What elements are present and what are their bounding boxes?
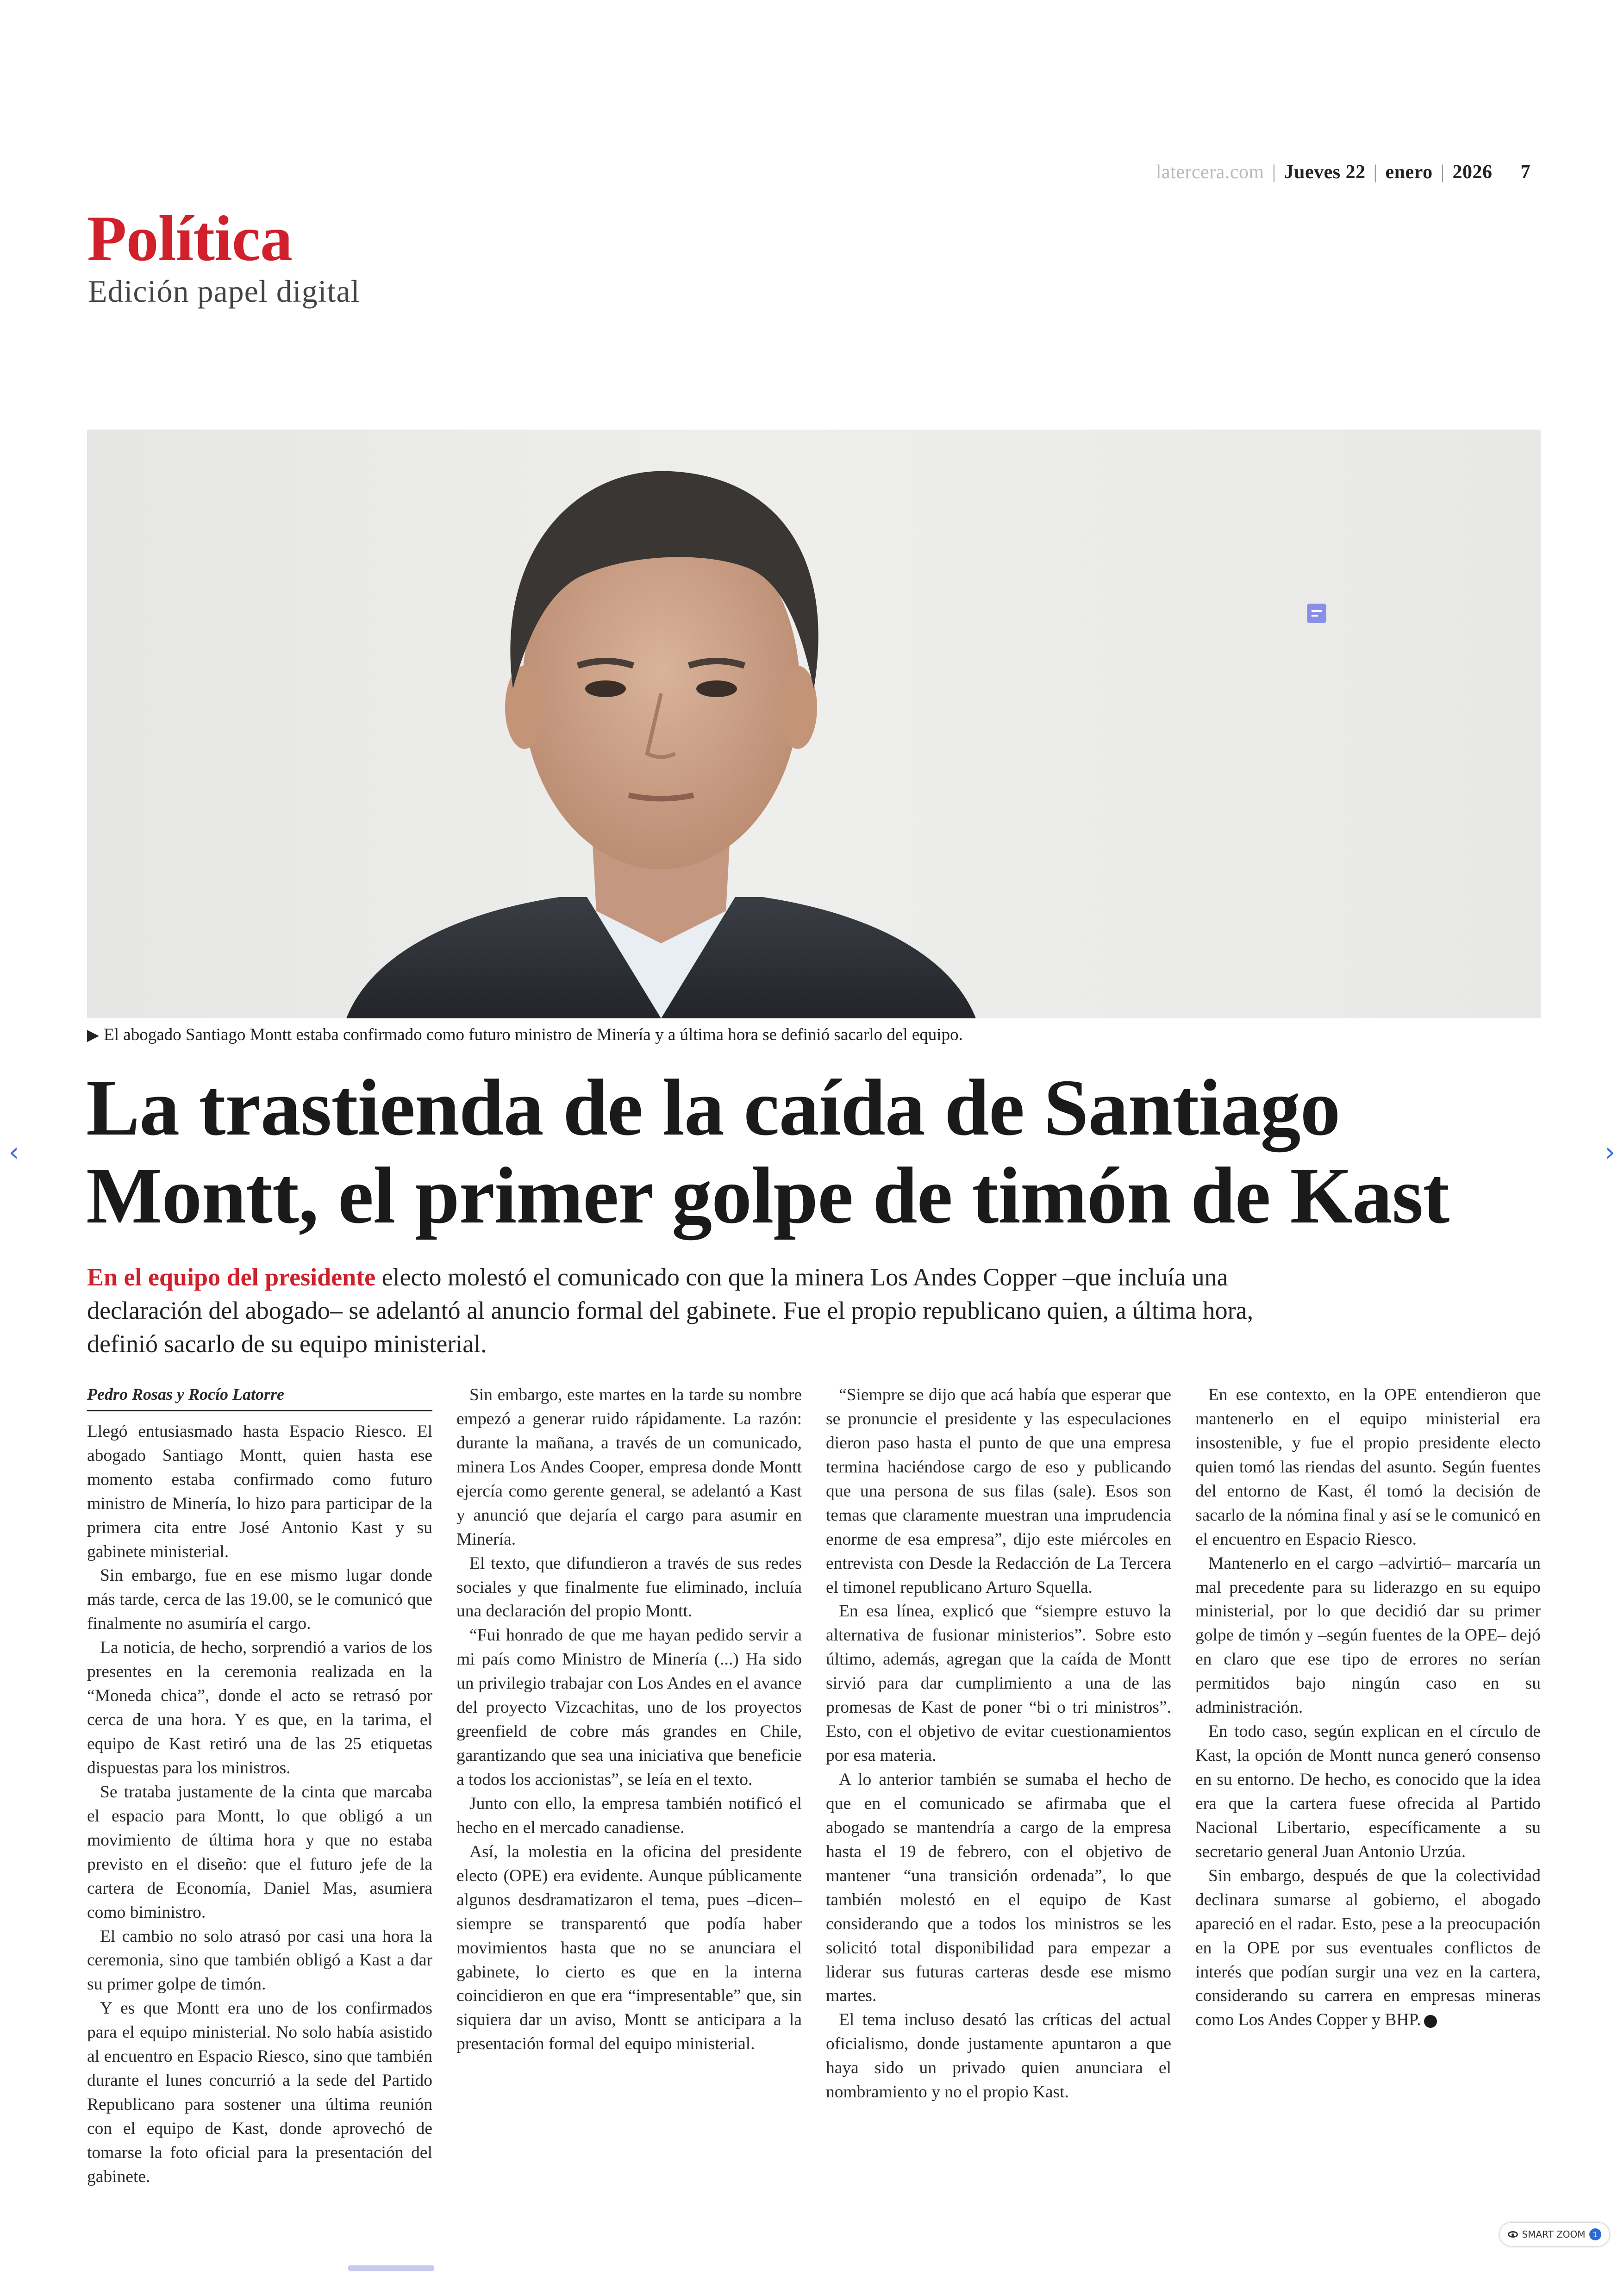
paragraph: Mantenerlo en el cargo –advirtió– marcaría un mal precedente para su liderazgo en su equipo ministerial, por lo que decidió dar su primer golpe de timón y –según fuentes de la OPE– dejó en claro que ese tipo de errores no serían permitidos bajo ningún caso en su administración. bbox=[1195, 1553, 1541, 1717]
paragraph bbox=[1195, 1864, 1541, 2033]
paragraph-text: Sin embargo, después de que la colectividad declinara sumarse al gobierno, el abogado apareció en el radar. Esto, pese a la preocupación en la OPE por sus eventuales conflictos de interés que podían surgir una vez en la cartera, considerando su carrera en empresas mineras como Los Andes Copper y BHP. bbox=[1195, 1866, 1541, 2030]
article-lead bbox=[87, 1261, 1254, 1360]
section-subtitle: Edición papel digital bbox=[88, 274, 360, 309]
photo-caption bbox=[87, 1025, 963, 1045]
separator: | bbox=[1373, 162, 1378, 183]
lead-highlight: En el equipo del presidente bbox=[87, 1263, 376, 1291]
separator: | bbox=[1272, 162, 1276, 183]
paragraph: Llegó entusiasmado hasta Espacio Riesco. El abogado Santiago Montt, quien hasta ese momento estaba confirmado como futuro ministro de Minería, lo hizo para participar de la primera cita entre José Antonio Kast y su gabinete ministerial. bbox=[87, 1422, 432, 1561]
page-progress-bar bbox=[348, 2265, 434, 2271]
paragraph: En ese contexto, en la OPE entendieron que mantenerlo en el equipo ministerial era insostenible, y fue el propio presidente electo quien tomó las riendas del asunto. Según fuentes del entorno de Kast, él tomó la decisión de sacarlo de la nómina final y así se le comunicó en el encuentro en Espacio Riesco. bbox=[1195, 1385, 1541, 1549]
paragraph: Y es que Montt era uno de los confirmados para el equipo ministerial. No solo había asistido al encuentro en Espacio Riesco, sino que también durante el lunes concurrió a la sede del Partido Republicano para sostener una última reunión con el equipo de Kast, donde aprovechó de tomarse la foto oficial para la presentación del gabinete. bbox=[87, 1999, 432, 2186]
caption-text: El abogado Santiago Montt estaba confirmado como futuro ministro de Minería y a última hora se definió sacarlo del equipo. bbox=[104, 1025, 963, 1044]
column-3 bbox=[826, 1383, 1171, 2104]
paragraph: Se trataba justamente de la cinta que marcaba el espacio para Montt, lo que obligó a un movimiento de última hora y que no estaba previsto en el diseño: que el futuro jefe de la cartera de Economía, Daniel Mas, asumiera como biministro. bbox=[87, 1782, 432, 1922]
eye-icon bbox=[1508, 2231, 1518, 2238]
paragraph: El cambio no solo atrasó por casi una hora la ceremonia, sino que también obligó a Kast a dar su primer golpe de timón. bbox=[87, 1927, 432, 1994]
date-year: 2026 bbox=[1452, 162, 1493, 183]
byline: Pedro Rosas y Rocío Latorre bbox=[87, 1383, 432, 1411]
date-day: Jueves 22 bbox=[1284, 162, 1366, 183]
smart-zoom-label: SMART ZOOM bbox=[1522, 2229, 1586, 2240]
paragraph: A lo anterior también se sumaba el hecho de que en el comunicado se afirmaba que el abogado se mantendría a cargo de la empresa hasta el 19 de febrero, con el objetivo de mantener “una transición ordenada”, lo que también molestó en el equipo de Kast considerando que a todos los ministros se les solicitó total disponibilidad para empezar a liderar sus futuras carteras desde ese mismo martes. bbox=[826, 1770, 1171, 2006]
paragraph: Así, la molestia en la oficina del presidente electo (OPE) era evidente. Aunque públicamente algunos desdramatizaron el tema, pues –dicen– siempre se transparentó que podía haber movimientos hasta que no se anunciara el gabinete, lo cierto es que en la interna coincidieron en que era “impresentable” que, sin siquiera dar un aviso, Montt se anticipara a la presentación formal del equipo ministerial. bbox=[456, 1842, 802, 2054]
paragraph: Sin embargo, fue en ese mismo lugar donde más tarde, cerca de las 19.00, se le comunicó que finalmente no asumiría el cargo. bbox=[87, 1566, 432, 1634]
article-headline: La trastienda de la caída de Santiago Montt, el primer golpe de timón de Kast bbox=[86, 1063, 1449, 1240]
paragraph: “Fui honrado de que me hayan pedido servir a mi país como Ministro de Minería (...) Ha sido un privilegio trabajar con Los Andes en el avance del proyecto Vizcachitas, uno de los proyectos greenfield de cobre más grandes en Chile, garantizando que sea una iniciativa que beneficie a todos los accionistas”, se leía en el texto. bbox=[456, 1626, 802, 1789]
paragraph: Junto con ello, la empresa también notificó el hecho en el mercado canadiense. bbox=[456, 1794, 802, 1837]
annotation-note-icon[interactable] bbox=[1307, 604, 1326, 623]
smart-zoom-button[interactable] bbox=[1500, 2223, 1609, 2246]
end-mark-icon bbox=[1424, 2015, 1437, 2028]
paragraph: En todo caso, según explican en el círculo de Kast, la opción de Montt nunca generó consenso en su entorno. De hecho, es conocido que la idea era que la cartera fuese ofrecida al Partido Nacional Libertario, específicamente a su secretario general Juan Antonio Urzúa. bbox=[1195, 1722, 1541, 1861]
paragraph: El tema incluso desató las críticas del actual oficialismo, donde justamente apuntaron a que haya sido un privado quien anunciara el nombramiento y no el propio Kast. bbox=[826, 2010, 1171, 2102]
paragraph: Sin embargo, este martes en la tarde su nombre empezó a generar ruido rápidamente. La razón: durante la mañana, a través de un comunicado, minera Los Andes Cooper, empresa donde Montt ejercía como gerente general, se adelantó a Kast y anunció que dejaría el cargo para asumir en Minería. bbox=[456, 1385, 802, 1549]
column-1 bbox=[87, 1383, 432, 2189]
page-header-meta bbox=[1156, 161, 1530, 183]
column-4 bbox=[1195, 1383, 1541, 2032]
article-body bbox=[87, 1383, 1541, 2186]
date-month: enero bbox=[1385, 162, 1433, 183]
paragraph: La noticia, de hecho, sorprendió a varios de los presentes en la ceremonia realizada en la “Moneda chica”, donde el acto se retrasó por cerca de una hora. Y es que, en la tarima, el equipo de Kast retiró una de las 25 etiquetas dispuestas para los ministros. bbox=[87, 1638, 432, 1777]
chevron-right-icon[interactable]: › bbox=[1605, 1137, 1616, 1167]
lead-text: electo molestó el comunicado con que la minera Los Andes Copper –que incluía una declaración del abogado– se adelantó al anuncio formal del gabinete. Fue el propio republicano quien, a última hora, definió sacarlo de su equipo ministerial. bbox=[87, 1263, 1254, 1358]
site-name: latercera.com bbox=[1156, 162, 1264, 183]
smart-zoom-badge: 1 bbox=[1589, 2228, 1601, 2240]
paragraph: “Siempre se dijo que acá había que esperar que se pronuncie el presidente y las especulaciones dieron paso hasta el punto de que una empresa termina haciéndose cargo de eso y publicando que una persona de sus filas (sale). Esos son temas que claramente muestran una imprudencia enorme de esa empresa”, dijo este miércoles en entrevista con Desde la Redacción de La Tercera el timonel republicano Arturo Squella. bbox=[826, 1385, 1171, 1597]
paragraph: El texto, que difundieron a través de sus redes sociales y que finalmente fue eliminado, incluía una declaración del propio Montt. bbox=[456, 1553, 802, 1621]
article-photo bbox=[87, 430, 1541, 1018]
section-title: Política bbox=[87, 203, 292, 274]
column-2 bbox=[456, 1383, 802, 2056]
chevron-left-icon[interactable]: ‹ bbox=[8, 1137, 19, 1167]
paragraph: En esa línea, explicó que “siempre estuvo la alternativa de fusionar ministerios”. Sobre esto último, además, agregan que la caída de Montt sirvió para dar cumplimiento a una de las promesas de Kast de poner “bi o tri ministros”. Esto, con el objetivo de evitar cuestionamientos por esa materia. bbox=[826, 1602, 1171, 1765]
separator: | bbox=[1440, 162, 1445, 183]
portrait-illustration bbox=[87, 430, 1541, 1018]
caption-triangle-icon: ▶ bbox=[87, 1027, 100, 1044]
page-number: 7 bbox=[1520, 162, 1530, 183]
